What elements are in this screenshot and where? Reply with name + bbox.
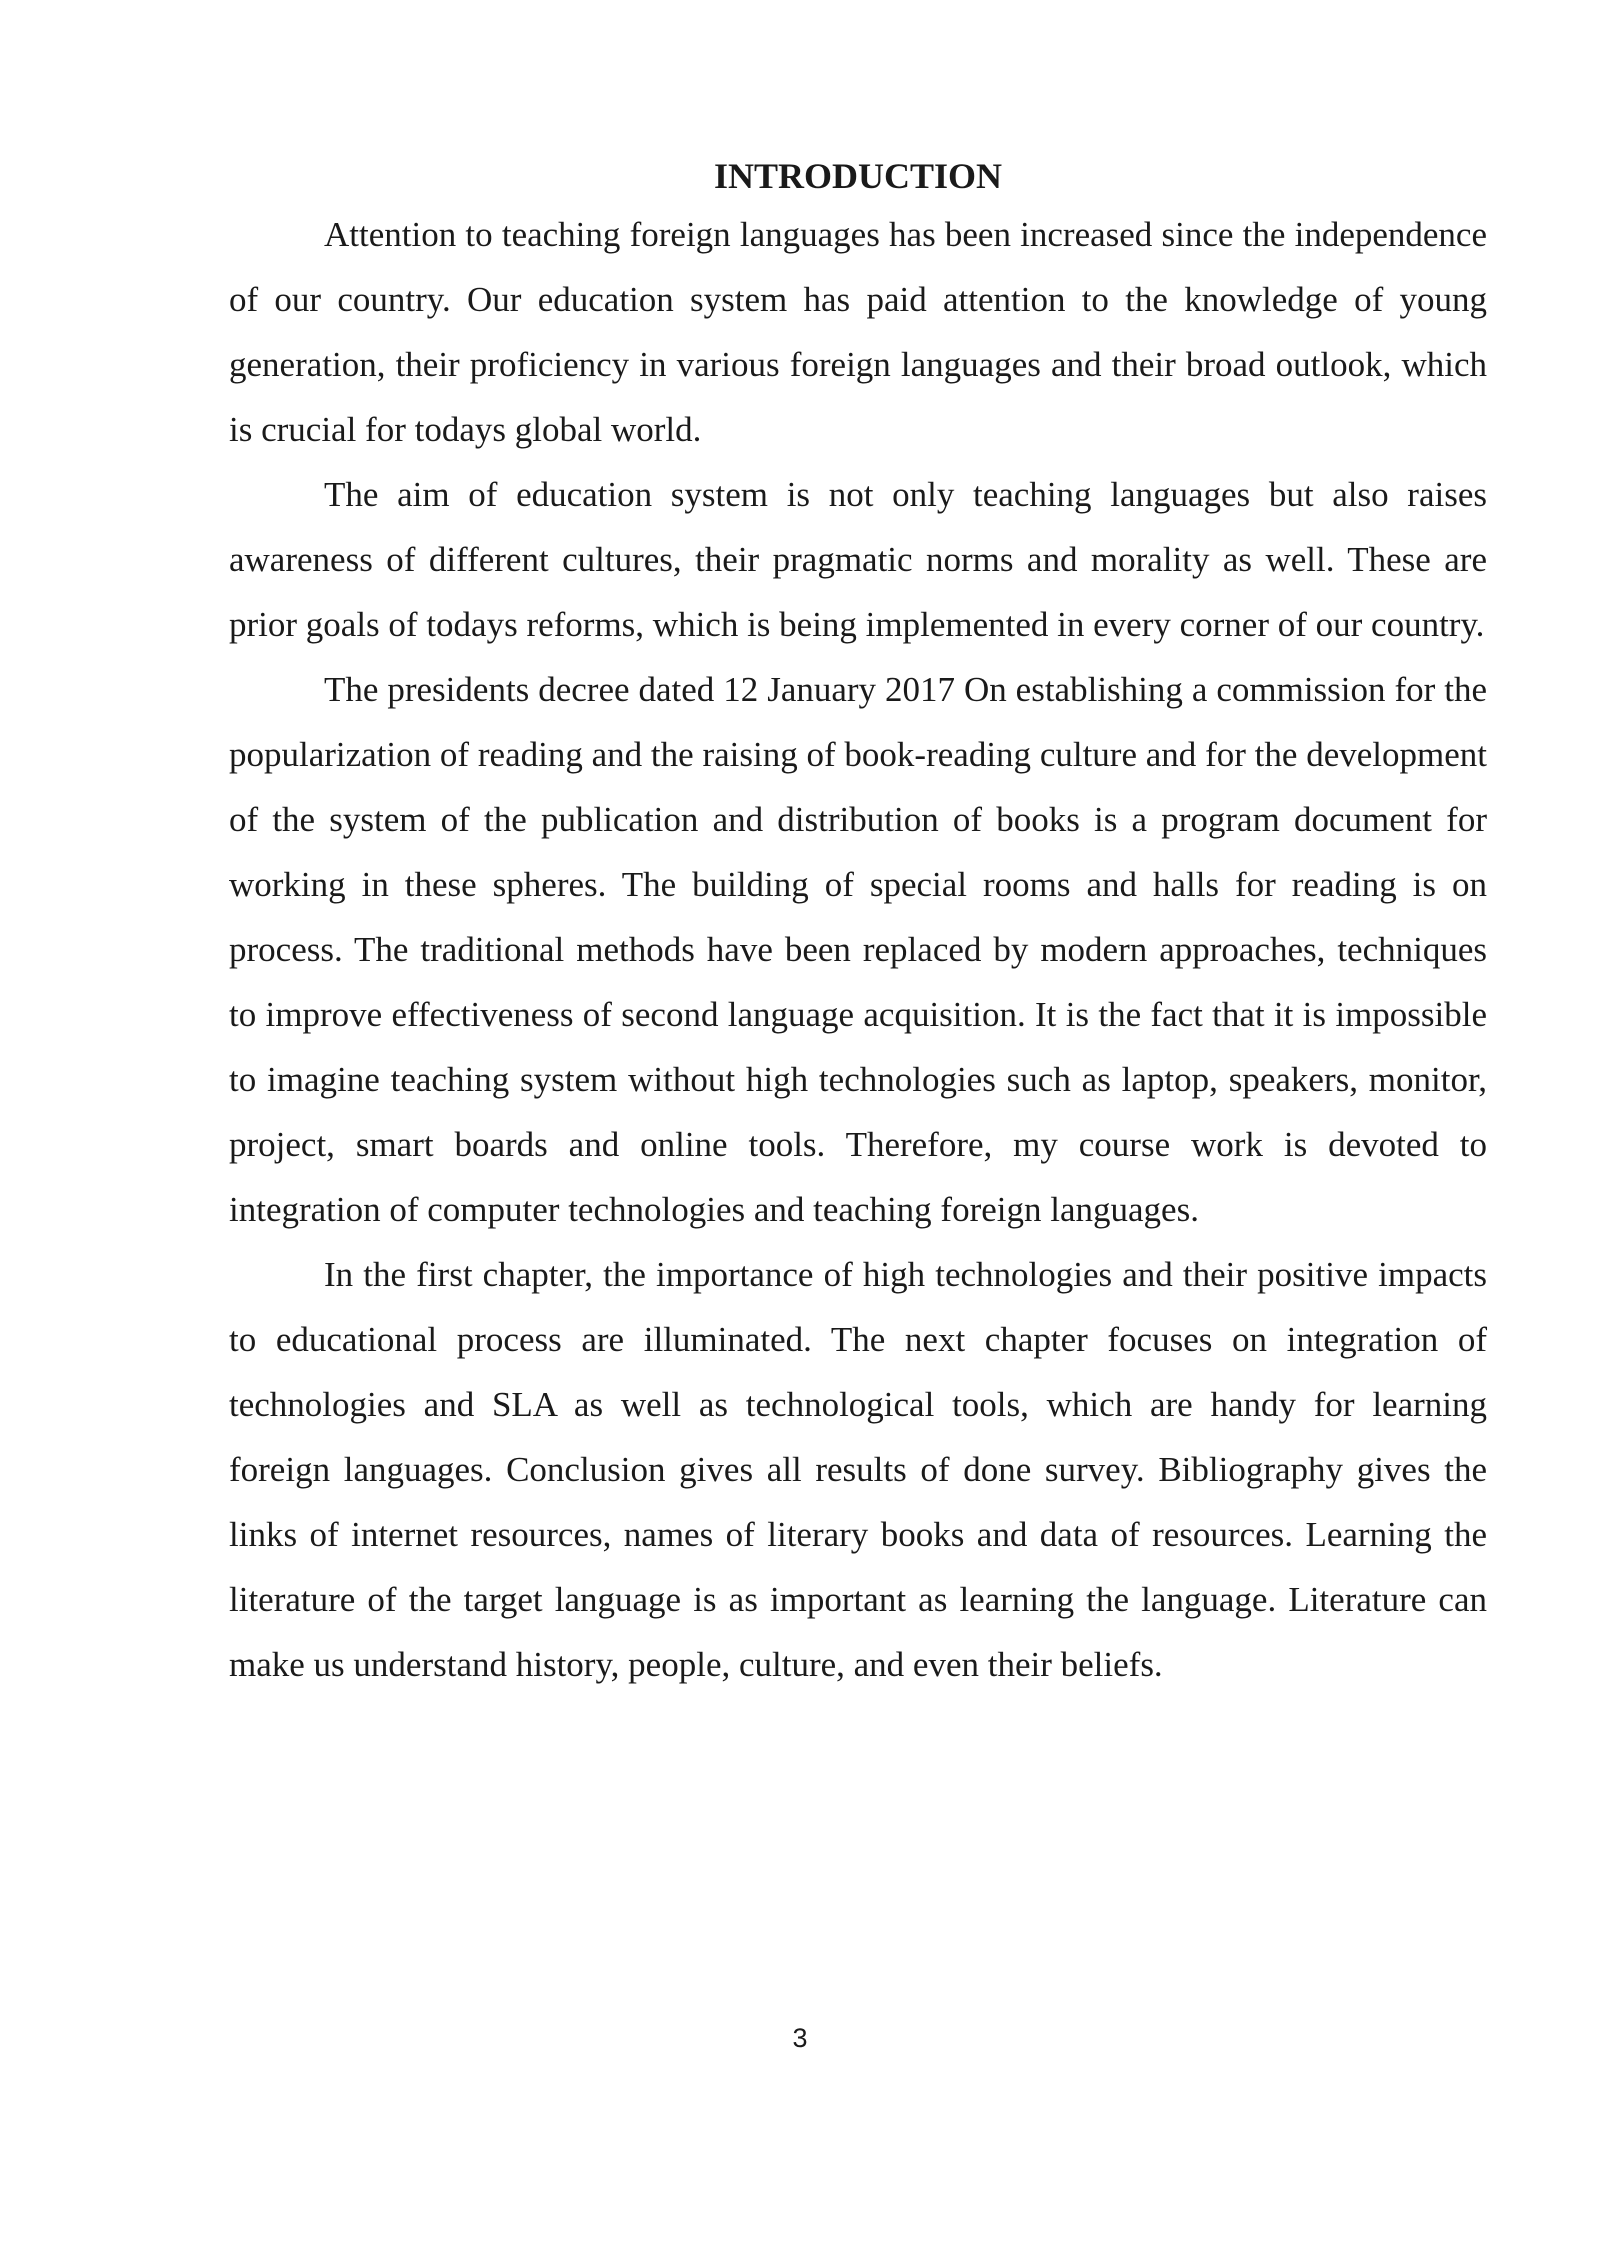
page-content [229, 150, 1487, 1697]
paragraph: The presidents decree dated 12 January 2017 On establishing a commission for the popularization of reading and the raising of book-reading culture and for the development of the system of the publication and distribution of books is a program document for working in these spheres. The building of special rooms and halls for reading is on process. The traditional methods have been replaced by modern approaches, techniques to improve effectiveness of second language acquisition. It is the fact that it is impossible to imagine teaching system without high technologies such as laptop, speakers, monitor, project, smart boards and online tools. Therefore, my course work is devoted to integration of computer technologies and teaching foreign languages. [229, 670, 1487, 1229]
section-heading: INTRODUCTION [713, 156, 1003, 196]
paragraph: Attention to teaching foreign languages has been increased since the independence of our country. Our education system has paid attention to the knowledge of young generation, their proficiency in various foreign languages and their broad outlook, which is crucial for todays global world. [229, 215, 1487, 449]
paragraph: The aim of education system is not only teaching languages but also raises awareness of different cultures, their pragmatic norms and morality as well. These are prior goals of todays reforms, which is being implemented in every corner of our country. [229, 475, 1487, 644]
page-number: 3 [792, 2023, 808, 2053]
paragraph: In the first chapter, the importance of high technologies and their positive impacts to educational process are illuminated. The next chapter focuses on integration of technologies and SLA as well as technological tools, which are handy for learning foreign languages. Conclusion gives all results of done survey. Bibliography gives the links of internet resources, names of literary books and data of resources. Learning the literature of the target language is as important as learning the language. Literature can make us understand history, people, culture, and even their beliefs. [229, 1255, 1487, 1684]
